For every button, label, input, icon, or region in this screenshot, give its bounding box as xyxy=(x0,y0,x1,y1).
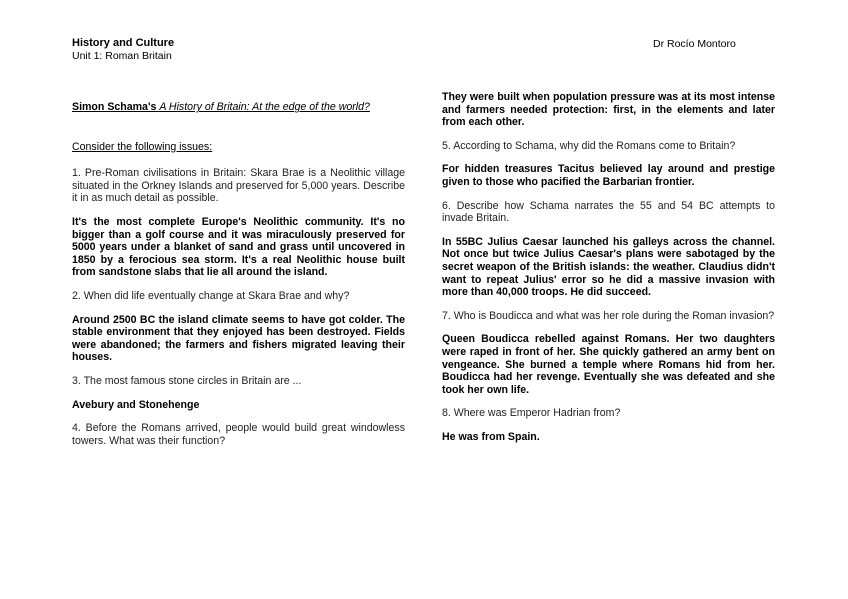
title-prefix: Simon Schama's xyxy=(72,101,160,113)
answer-8: He was from Spain. xyxy=(442,430,540,443)
answer-5: For hidden treasures Tacitus believed lay around and prestige given to those who pacified the Barbarian frontier. xyxy=(442,163,775,188)
answer-7: Queen Boudicca rebelled against Romans. Her two daughters were raped in front of her. She quickly gathered an army bent on vengeance. She burned a temple where Romans hid from her. Boudicca had her revenge. Eventually she was defeated and she took her own life. xyxy=(442,333,775,396)
left-column xyxy=(72,101,405,458)
question-7: 7. Who is Boudicca and what was her role during the Roman invasion? xyxy=(442,309,775,322)
question-1: 1. Pre-Roman civilisations in Britain: Skara Brae is a Neolithic village situated in the Orkney Islands and preserved for 5,000 years. Describe it in as much detail as possible. xyxy=(72,167,405,205)
document-title xyxy=(72,101,405,114)
question-8: 8. Where was Emperor Hadrian from? xyxy=(442,407,621,420)
question-2: 2. When did life eventually change at Skara Brae and why? xyxy=(72,289,350,302)
issues-heading: Consider the following issues: xyxy=(72,140,213,153)
title-italic: A History of Britain: At the edge of the world? xyxy=(159,101,370,113)
answer-3: Avebury and Stonehenge xyxy=(72,398,200,411)
question-4: 4. Before the Romans arrived, people would build great windowless towers. What was their function? xyxy=(72,422,405,447)
answer-4: They were built when population pressure was at its most intense and farmers needed protection: first, in the elements and later from each other. xyxy=(442,91,775,129)
answer-2: Around 2500 BC the island climate seems to have got colder. The stable environment that they enjoyed has been destroyed. Fields were abandoned; the farmers and fishers migrated leaving their houses. xyxy=(72,313,405,364)
question-5: 5. According to Schama, why did the Romans come to Britain? xyxy=(442,139,736,152)
course-title: History and Culture xyxy=(72,37,175,49)
answer-6: In 55BC Julius Caesar launched his galleys across the channel. Not once but twice Julius Caesar's plans were sabotaged by the secret weapon of the British islands: the weather. Claudius didn't want to repeat Julius' error so he did a massive invasion with more than 40,000 troops. He did succeed. xyxy=(442,235,775,299)
author-name: Dr Rocío Montoro xyxy=(653,38,736,50)
right-column xyxy=(442,91,775,454)
question-3: 3. The most famous stone circles in Britain are ... xyxy=(72,374,302,387)
question-6: 6. Describe how Schama narrates the 55 and 54 BC attempts to invade Britain. xyxy=(442,199,775,225)
unit-subtitle: Unit 1: Roman Britain xyxy=(72,50,172,62)
answer-1: It's the most complete Europe's Neolithic community. It's no bigger than a golf course and it was miraculously preserved for 5000 years under a blanket of sand and grass until uncovered in 1850 by a ferocious sea storm. It's a real Neolithic house built from sandstone slabs that lie all around the island. xyxy=(72,215,405,279)
